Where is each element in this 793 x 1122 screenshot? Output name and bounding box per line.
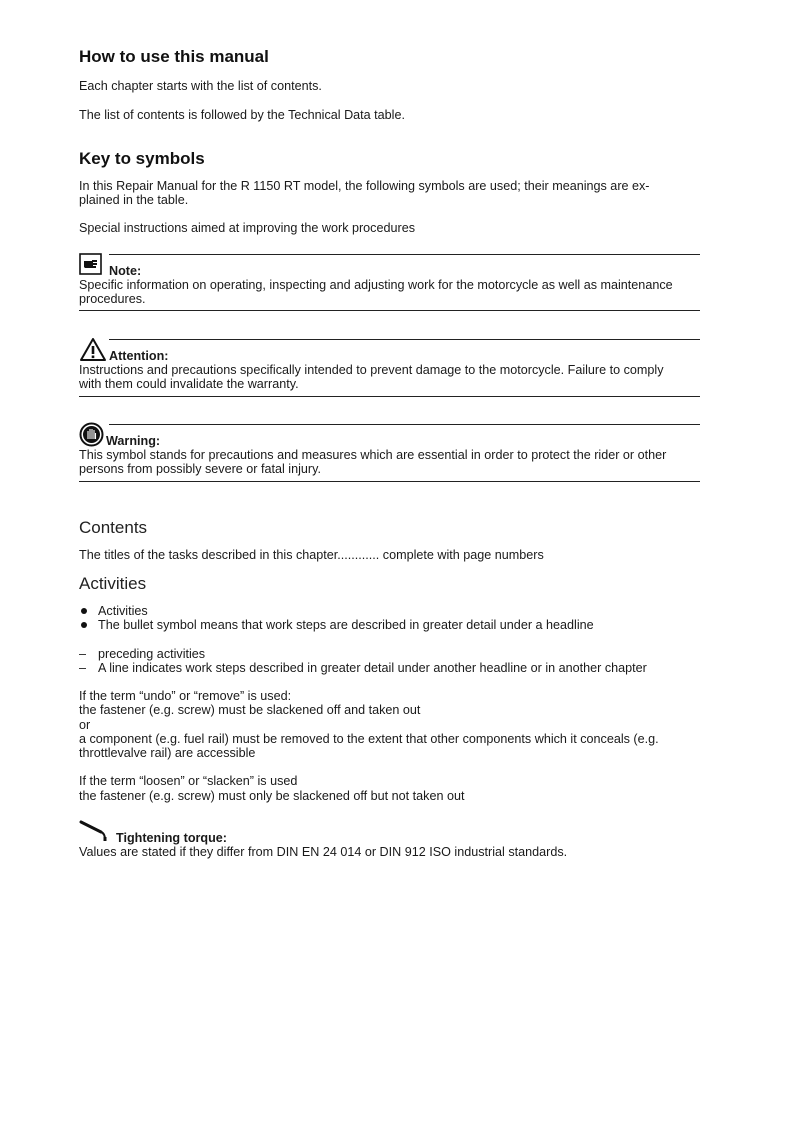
undo-line-1: If the term “undo” or “remove” is used: — [79, 689, 292, 703]
key-to-symbols-intro-line-2: plained in the table. — [79, 193, 189, 207]
key-to-symbols-intro-line-1: In this Repair Manual for the R 1150 RT model, the following symbols are used; their meanings are ex- — [79, 179, 650, 193]
note-top-rule — [109, 254, 700, 255]
how-to-use-paragraph-1: Each chapter starts with the list of contents. — [79, 79, 322, 93]
contents-text: The titles of the tasks described in this chapter............ complete with page numbers — [79, 548, 544, 562]
dash-marker: – — [79, 661, 87, 675]
bullet-icon — [79, 604, 93, 619]
note-bottom-rule — [79, 310, 700, 311]
warning-text-line-1: This symbol stands for precautions and measures which are essential in order to protect the rider or other — [79, 448, 667, 462]
torque-title: Tightening torque: — [116, 831, 227, 845]
warning-text-line-2: persons from possibly severe or fatal injury. — [79, 462, 321, 476]
loosen-line-1: If the term “loosen” or “slacken” is used — [79, 774, 298, 788]
bullet-item-text: The bullet symbol means that work steps are described in greater detail under a headline — [98, 618, 594, 632]
attention-bottom-rule — [79, 396, 700, 397]
undo-line-5: throttlevalve rail) are accessible — [79, 746, 256, 760]
note-title: Note: — [109, 264, 142, 278]
note-text-line-2: procedures. — [79, 292, 146, 306]
undo-line-3: or — [79, 718, 91, 732]
bullet-icon — [79, 618, 93, 633]
bullet-item-text: Activities — [98, 604, 148, 618]
warning-top-rule — [109, 424, 700, 425]
warning-stop-hand-icon — [79, 422, 104, 447]
dash-marker: – — [79, 647, 87, 661]
undo-line-2: the fastener (e.g. screw) must be slackened off and taken out — [79, 703, 421, 717]
special-instructions-text: Special instructions aimed at improving the work procedures — [79, 221, 415, 235]
attention-text-line-2: with them could invalidate the warranty. — [79, 377, 299, 391]
warning-bottom-rule — [79, 481, 700, 482]
note-hand-icon — [79, 253, 103, 276]
attention-top-rule — [109, 339, 700, 340]
warning-title: Warning: — [106, 434, 161, 448]
how-to-use-paragraph-2: The list of contents is followed by the Technical Data table. — [79, 108, 405, 122]
key-to-symbols-heading: Key to symbols — [79, 149, 205, 168]
loosen-line-2: the fastener (e.g. screw) must only be slackened off but not taken out — [79, 789, 465, 803]
attention-title: Attention: — [109, 349, 169, 363]
activities-heading: Activities — [79, 574, 147, 593]
how-to-use-heading: How to use this manual — [79, 47, 269, 66]
torque-text: Values are stated if they differ from DIN EN 24 014 or DIN 912 ISO industrial standards. — [79, 845, 568, 859]
dash-item-text: A line indicates work steps described in greater detail under another headline or in another chapter — [98, 661, 647, 675]
note-text-line-1: Specific information on operating, inspecting and adjusting work for the motorcycle as well as maintenance — [79, 278, 673, 292]
torque-wrench-icon — [79, 818, 111, 842]
contents-heading: Contents — [79, 518, 148, 537]
undo-line-4: a component (e.g. fuel rail) must be removed to the extent that other components which it conceals (e.g. — [79, 732, 659, 746]
attention-triangle-icon — [79, 337, 107, 362]
dash-item-text: preceding activities — [98, 647, 206, 661]
attention-text-line-1: Instructions and precautions specifically intended to prevent damage to the motorcycle. Failure to comply — [79, 363, 664, 377]
